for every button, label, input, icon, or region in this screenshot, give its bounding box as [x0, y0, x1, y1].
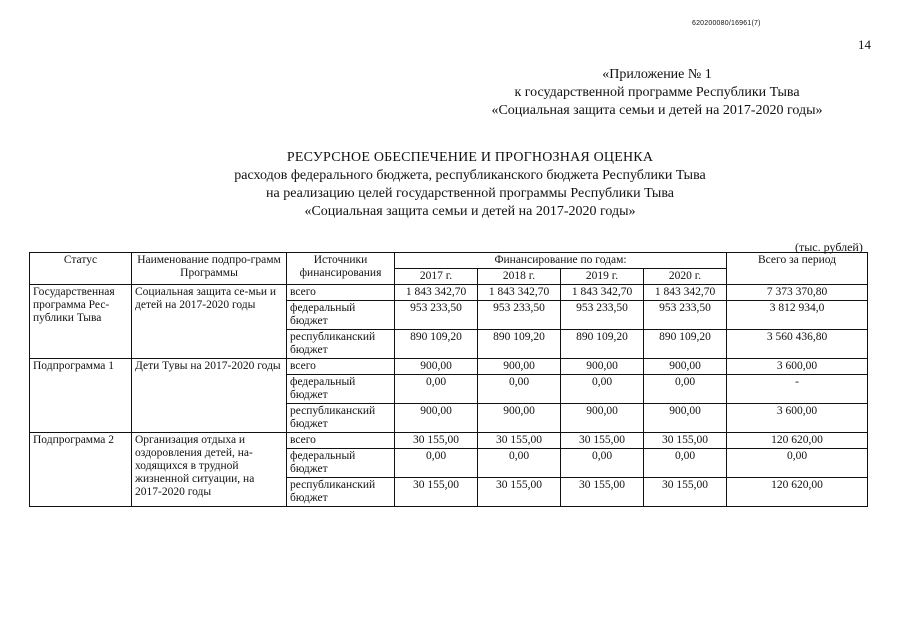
cell-value: 900,00: [478, 359, 561, 375]
cell-value: 900,00: [395, 359, 478, 375]
row-source: всего: [287, 285, 395, 301]
cell-value: 30 155,00: [478, 478, 561, 507]
row-source: федеральный бюджет: [287, 449, 395, 478]
header-year: 2019 г.: [561, 269, 644, 285]
cell-value: 30 155,00: [395, 478, 478, 507]
table-header-row: [30, 253, 868, 269]
cell-value: 900,00: [644, 359, 727, 375]
header-year: 2018 г.: [478, 269, 561, 285]
header-program-name: Наименование подпро-грамм Программы: [132, 253, 287, 285]
cell-value: 890 109,20: [478, 330, 561, 359]
cell-value: 30 155,00: [561, 478, 644, 507]
table-row: [30, 433, 868, 449]
cell-value: 30 155,00: [561, 433, 644, 449]
cell-value: 890 109,20: [561, 330, 644, 359]
cell-value: 900,00: [644, 404, 727, 433]
heading-line-3: на реализацию целей государственной программы Республики Тыва: [266, 186, 674, 201]
header-status: Статус: [30, 253, 132, 285]
cell-value: 30 155,00: [478, 433, 561, 449]
page-number: 14: [858, 37, 871, 52]
row-source: всего: [287, 433, 395, 449]
cell-value: 0,00: [395, 449, 478, 478]
row-status: Государственная программа Рес-публики Тыва: [30, 285, 132, 359]
cell-value: 0,00: [644, 449, 727, 478]
resource-table: [29, 252, 868, 507]
header-year: 2017 г.: [395, 269, 478, 285]
row-source: федеральный бюджет: [287, 301, 395, 330]
cell-value: 953 233,50: [395, 301, 478, 330]
header-total: Всего за период: [727, 253, 868, 285]
cell-total: 120 620,00: [727, 478, 868, 507]
cell-value: 900,00: [561, 359, 644, 375]
cell-value: 0,00: [478, 449, 561, 478]
heading-line-4: «Социальная защита семьи и детей на 2017-2020 годы»: [304, 204, 636, 219]
cell-value: 890 109,20: [395, 330, 478, 359]
cell-value: 900,00: [478, 404, 561, 433]
row-source: республиканский бюджет: [287, 404, 395, 433]
table-row: [30, 359, 868, 375]
row-source: федеральный бюджет: [287, 375, 395, 404]
row-status: Подпрограмма 2: [30, 433, 132, 507]
header-sources: Источники финансирования: [287, 253, 395, 285]
row-program-name: Организация отдыха и оздоровления детей, на-ходящихся в трудной жизненной ситуации, на 2017-2020 годы: [132, 433, 287, 507]
cell-total: -: [727, 375, 868, 404]
table-row: [30, 285, 868, 301]
cell-value: 0,00: [561, 375, 644, 404]
cell-value: 900,00: [561, 404, 644, 433]
cell-value: 1 843 342,70: [478, 285, 561, 301]
page-title: РЕСУРСНОЕ ОБЕСПЕЧЕНИЕ И ПРОГНОЗНАЯ ОЦЕНКА: [286, 150, 654, 165]
appendix-line-2: к государственной программе Республики Тыва: [514, 85, 800, 100]
cell-total: 7 373 370,80: [727, 285, 868, 301]
cell-value: 30 155,00: [644, 478, 727, 507]
row-status: Подпрограмма 1: [30, 359, 132, 433]
header-year: 2020 г.: [644, 269, 727, 285]
row-source: республиканский бюджет: [287, 478, 395, 507]
cell-value: 0,00: [395, 375, 478, 404]
cell-total: 3 600,00: [727, 359, 868, 375]
cell-value: 0,00: [561, 449, 644, 478]
cell-value: 30 155,00: [395, 433, 478, 449]
cell-value: 0,00: [478, 375, 561, 404]
cell-total: 120 620,00: [727, 433, 868, 449]
cell-value: 1 843 342,70: [644, 285, 727, 301]
cell-total: 3 600,00: [727, 404, 868, 433]
row-source: республиканский бюджет: [287, 330, 395, 359]
cell-value: 900,00: [395, 404, 478, 433]
appendix-line-3: «Социальная защита семьи и детей на 2017-2020 годы»: [491, 103, 823, 118]
row-source: всего: [287, 359, 395, 375]
cell-value: 953 233,50: [478, 301, 561, 330]
cell-total: 3 560 436,80: [727, 330, 868, 359]
header-financing-by-year: Финансирование по годам:: [395, 253, 727, 269]
cell-value: 30 155,00: [644, 433, 727, 449]
row-program-name: Социальная защита се-мьи и детей на 2017-2020 годы: [132, 285, 287, 359]
appendix-note: [447, 66, 867, 120]
units-label: (тыс. рублей): [795, 240, 863, 254]
cell-value: 953 233,50: [644, 301, 727, 330]
heading-line-2: расходов федерального бюджета, республиканского бюджета Республики Тыва: [234, 168, 706, 183]
cell-value: 890 109,20: [644, 330, 727, 359]
cell-total: 3 812 934,0: [727, 301, 868, 330]
cell-value: 1 843 342,70: [561, 285, 644, 301]
appendix-line-1: «Приложение № 1: [602, 67, 712, 82]
cell-value: 953 233,50: [561, 301, 644, 330]
cell-value: 0,00: [644, 375, 727, 404]
row-program-name: Дети Тувы на 2017-2020 годы: [132, 359, 287, 433]
document-heading: [180, 149, 760, 221]
cell-total: 0,00: [727, 449, 868, 478]
cell-value: 1 843 342,70: [395, 285, 478, 301]
table-body: [30, 285, 868, 507]
document-code: 620200080/16961(7): [692, 20, 761, 27]
